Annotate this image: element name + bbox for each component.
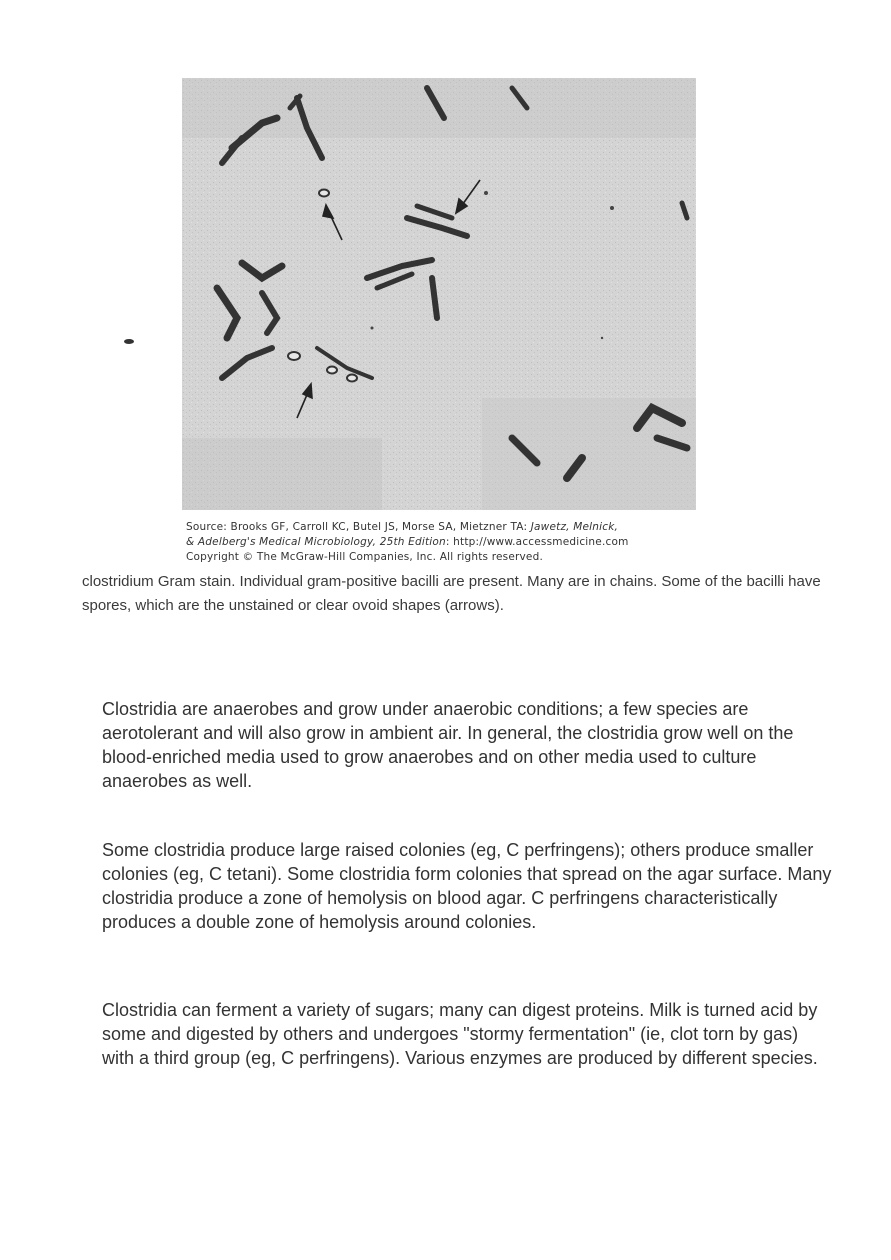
paragraph-metabolism: Clostridia can ferment a variety of sugars; many can digest proteins. Milk is turned acid by some and digested by others and undergoes "stormy fermentation" (ie, clot torn by gas) with a third group (eg, C perfringens). Various enzymes are produced by different species. <box>102 1000 818 1068</box>
figure-source-credit <box>186 520 706 565</box>
scan-speck <box>124 339 134 344</box>
figure-caption: clostridium Gram stain. Individual gram-positive bacilli are present. Many are in chains. Some of the bacilli have spores, which are the unstained or clear ovoid shapes (arrows). <box>82 573 821 614</box>
copyright-line: Copyright © The McGraw-Hill Companies, Inc. All rights reserved. <box>186 551 543 563</box>
paragraph-growth: Clostridia are anaerobes and grow under anaerobic conditions; a few species are aerotolerant and will also grow in ambient air. In general, the clostridia grow well on the blood-enriched media used to grow anaerobes and on other media used to culture anaerobes as well. <box>102 699 794 791</box>
paragraph-colonies: Some clostridia produce large raised colonies (eg, C perfringens); others produce smaller colonies (eg, C tetani). Some clostridia form colonies that spread on the agar surface. Many clostridia produce a zone of hemolysis on blood agar. C perfringens characteristically produces a double zone of hemolysis around colonies. <box>102 840 832 932</box>
micrograph-illustration <box>182 78 696 510</box>
source-citation-cont: & Adelberg's Medical Microbiology, 25th Edition: http://www.accessmedicine.com <box>186 536 629 548</box>
gram-stain-micrograph <box>182 78 696 510</box>
source-citation: Source: Brooks GF, Carroll KC, Butel JS, Morse SA, Mietzner TA: Jawetz, Melnick, <box>186 521 619 533</box>
